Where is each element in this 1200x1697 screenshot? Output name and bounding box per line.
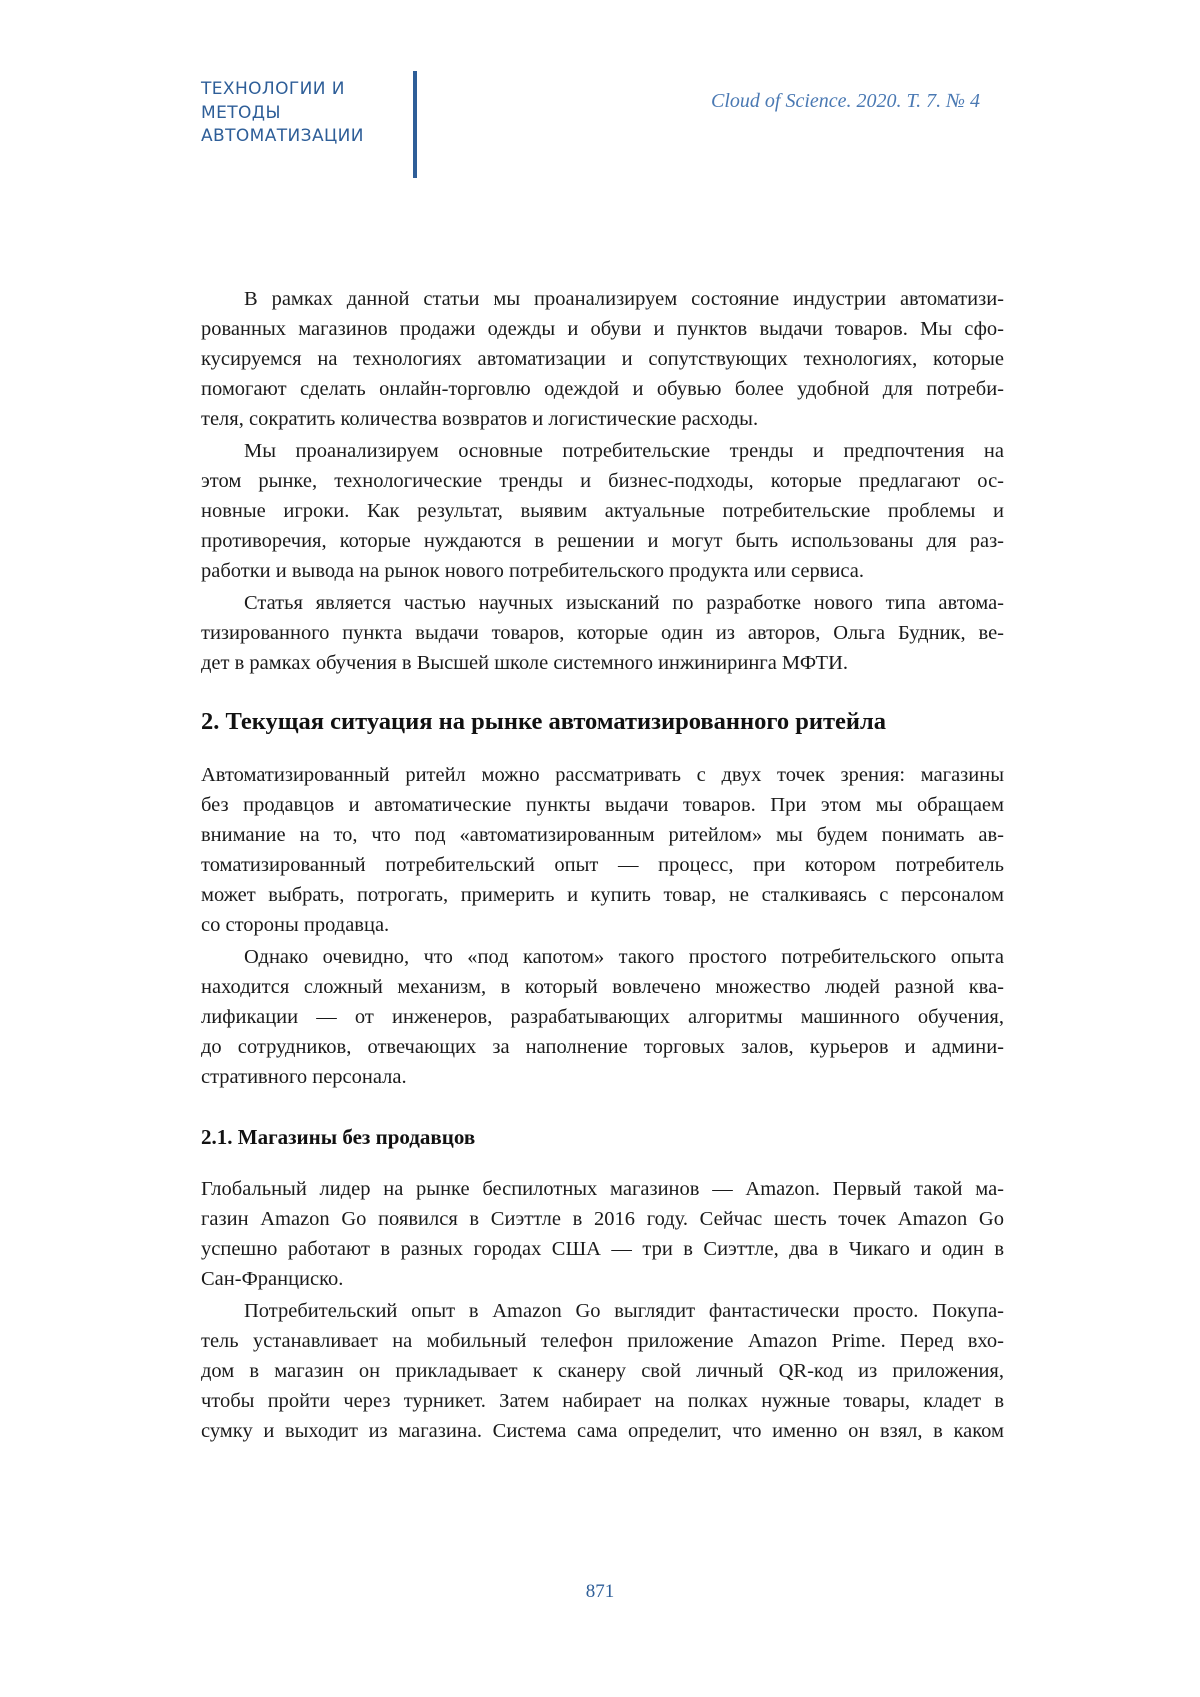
body-text-line: находится сложный механизм, в который вовлечено множество людей разной ква- <box>201 976 1004 998</box>
body-text-line: успешно работают в разных городах США — три в Сиэттле, два в Чикаго и один в <box>201 1238 1004 1260</box>
body-text-line: противоречия, которые нуждаются в решении и могут быть использованы для раз- <box>201 530 1004 552</box>
body-text-line: тизированного пункта выдачи товаров, которые один из авторов, Ольга Будник, ве- <box>201 622 1004 644</box>
body-text-line: стративного персонала. <box>201 1066 407 1088</box>
section-label-line: МЕТОДЫ <box>201 102 281 123</box>
body-text-line: без продавцов и автоматические пункты выдачи товаров. При этом мы обращаем <box>201 794 1004 816</box>
section-heading: 2. Текущая ситуация на рынке автоматизированного ритейла <box>201 708 886 735</box>
body-text-line: рованных магазинов продажи одежды и обуви и пунктов выдачи товаров. Мы сфо- <box>201 318 1004 340</box>
body-text-line: лификации — от инженеров, разрабатывающих алгоритмы машинного обучения, <box>201 1006 1004 1028</box>
body-text-line: сумку и выходит из магазина. Система сама определит, что именно он взял, в каком <box>201 1420 1004 1442</box>
body-text-line: Сан-Франциско. <box>201 1268 344 1290</box>
body-text-line: Глобальный лидер на рынке беспилотных магазинов — Amazon. Первый такой ма- <box>201 1178 1004 1200</box>
page-number: 871 <box>585 1581 615 1602</box>
header-divider <box>413 71 417 178</box>
body-text-line: Потребительский опыт в Amazon Go выглядит фантастически просто. Покупа- <box>244 1300 1004 1322</box>
body-text-line: работки и вывода на рынок нового потребительского продукта или сервиса. <box>201 560 864 582</box>
body-text-line: Статья является частью научных изысканий по разработке нового типа автома- <box>244 592 1004 614</box>
body-text-line: со стороны продавца. <box>201 914 390 936</box>
subsection-heading: 2.1. Магазины без продавцов <box>201 1125 476 1149</box>
body-text-line: до сотрудников, отвечающих за наполнение торговых залов, курьеров и админи- <box>201 1036 1004 1058</box>
body-text-line: новные игроки. Как результат, выявим актуальные потребительские проблемы и <box>201 500 1004 522</box>
body-text-line: В рамках данной статьи мы проанализируем состояние индустрии автоматизи- <box>244 288 1004 310</box>
body-text-line: кусируемся на технологиях автоматизации и сопутствующих технологиях, которые <box>201 348 1004 370</box>
body-text-line: томатизированный потребительский опыт — процесс, при котором потребитель <box>201 854 1004 876</box>
body-text-line: внимание на то, что под «автоматизированным ритейлом» мы будем понимать ав- <box>201 824 1004 846</box>
body-text-line: помогают сделать онлайн-торговлю одеждой и обувью более удобной для потреби- <box>201 378 1004 400</box>
journal-section-label <box>201 78 416 149</box>
body-text-line: Автоматизированный ритейл можно рассматривать с двух точек зрения: магазины <box>201 764 1004 786</box>
body-text-line: Однако очевидно, что «под капотом» такого простого потребительского опыта <box>244 946 1004 968</box>
journal-reference: Cloud of Science. 2020. T. 7. № 4 <box>710 90 980 112</box>
section-label-line: АВТОМАТИЗАЦИИ <box>201 126 364 146</box>
body-text-line: может выбрать, потрогать, примерить и купить товар, не сталкиваясь с персоналом <box>201 884 1004 906</box>
body-text-line: Мы проанализируем основные потребительские тренды и предпочтения на <box>244 440 1004 462</box>
body-text-line: теля, сократить количества возвратов и логистические расходы. <box>201 408 759 430</box>
section-label-line: ТЕХНОЛОГИИ И <box>201 79 345 99</box>
body-text-line: чтобы пройти через турникет. Затем набирает на полках нужные товары, кладет в <box>201 1390 1004 1412</box>
body-text-line: газин Amazon Go появился в Сиэттле в 2016 году. Сейчас шесть точек Amazon Go <box>201 1208 1004 1230</box>
body-text-line: этом рынке, технологические тренды и бизнес-подходы, которые предлагают ос- <box>201 470 1004 492</box>
body-text-line: дом в магазин он прикладывает к сканеру свой личный QR-код из приложения, <box>201 1360 1004 1382</box>
body-text-line: тель устанавливает на мобильный телефон приложение Amazon Prime. Перед вхо- <box>201 1330 1004 1352</box>
body-text-line: дет в рамках обучения в Высшей школе системного инжиниринга МФТИ. <box>201 652 849 674</box>
